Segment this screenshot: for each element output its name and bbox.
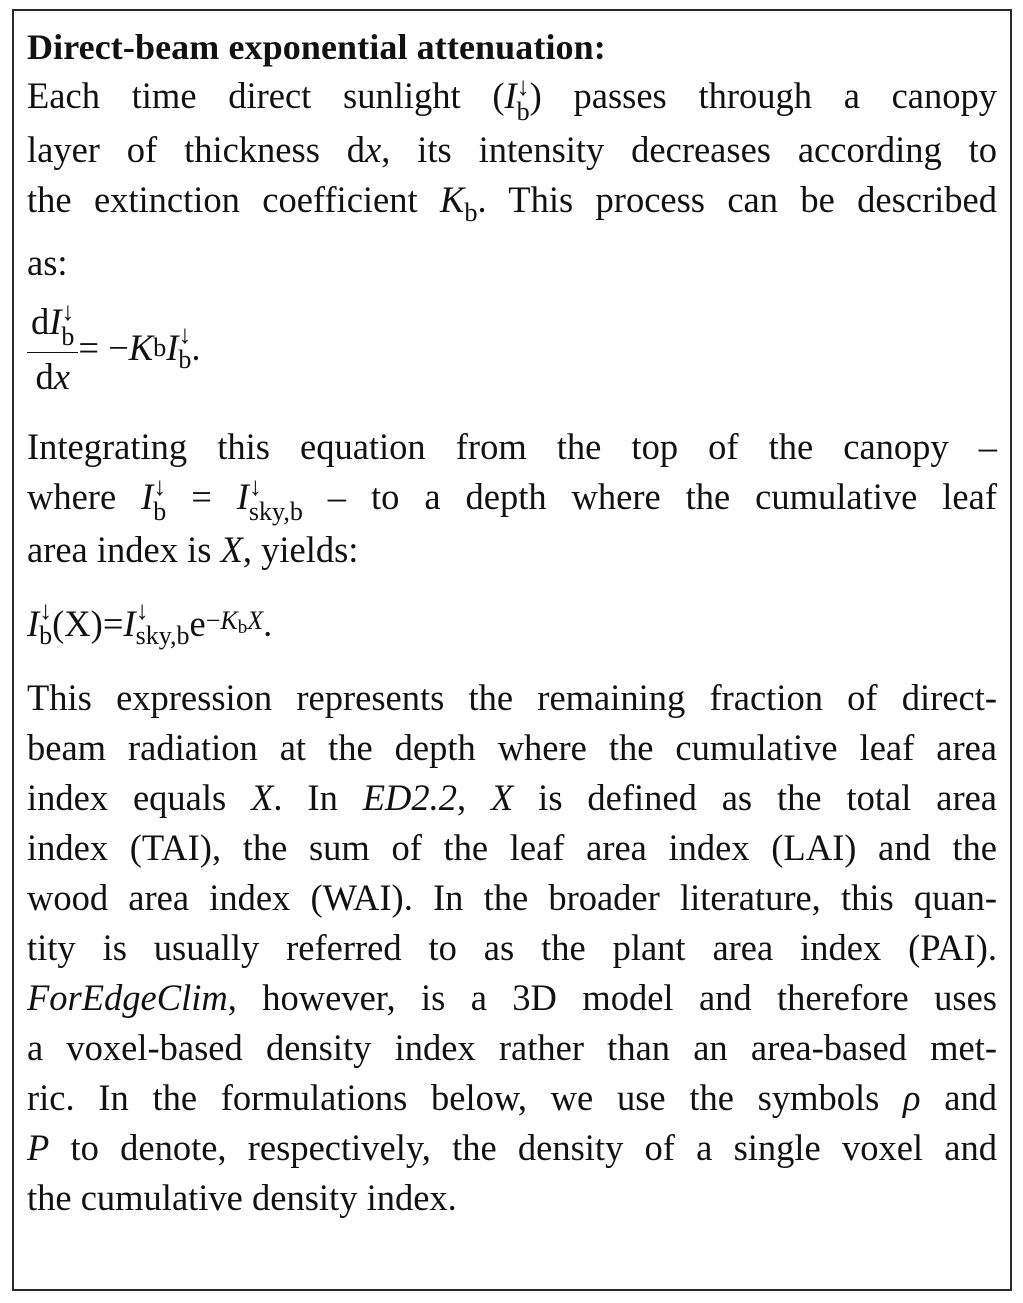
exponent: −KbX [205, 606, 264, 638]
box-title: Direct-beam exponential attenuation: [27, 27, 606, 67]
integration-paragraph [27, 422, 997, 576]
closing-line-3: index equals X. In ED2.2, X is defined as the total area [27, 777, 998, 819]
closing-line-2: beam radiation at the depth where the cumulative leaf area [27, 727, 997, 769]
equation-exponential: I ↓ b (X) = I ↓ sky,b e −KbX . [27, 593, 997, 655]
model-name-ed22: ED2.2 [362, 777, 457, 819]
closing-line-8: a voxel-based density index rather than an area-based met- [27, 1027, 997, 1069]
closing-paragraph [27, 673, 997, 1223]
integration-line-1: Integrating this equation from the top of the canopy – [27, 425, 997, 467]
intro-line-1: Each time direct sunlight (I ↓ b ) passes through a canopy [27, 71, 997, 126]
model-name-foredgeclim: ForEdgeClim [27, 977, 228, 1019]
closing-line-7: ForEdgeClim, however, is a 3D model and therefore uses [27, 977, 997, 1019]
derivative-fraction [27, 299, 78, 398]
intro-line-4: as: [27, 241, 68, 283]
closing-line-9: ric. In the formulations below, we use the symbols ρ and [27, 1077, 997, 1119]
integration-line-2: where I ↓ b = I ↓ sky,b – to a depth where the cumulative leaf [27, 472, 997, 527]
intro-line-3: the extinction coefficient $K_b$. This process can be described [27, 178, 997, 227]
fraction-denominator: dx [35, 356, 70, 398]
closing-line-10: P to denote, respectively, the density of a single voxel and [27, 1127, 997, 1169]
closing-line-1: This expression represents the remaining fraction of direct- [27, 677, 997, 719]
equation-differential: dI ↓ b dx = − K b I ↓ b . [27, 296, 997, 400]
closing-line-5: wood area index (WAI). In the broader literature, this quan- [27, 877, 997, 919]
closing-line-11: the cumulative density index. [27, 1177, 457, 1219]
intro-paragraph [27, 71, 997, 288]
fraction-numerator: dI ↓ b [27, 299, 78, 354]
integration-line-3: area index is X, yields: [27, 529, 359, 571]
intro-line-2: layer of thickness dx, its intensity decreases according to [27, 128, 997, 170]
closing-line-4: index (TAI), the sum of the leaf area index (LAI) and the [27, 827, 997, 869]
closing-line-6: tity is usually referred to as the plant area index (PAI). [27, 927, 997, 969]
text-box [12, 9, 1012, 1291]
beam-symbol-scripts: ↓ b [516, 71, 530, 126]
